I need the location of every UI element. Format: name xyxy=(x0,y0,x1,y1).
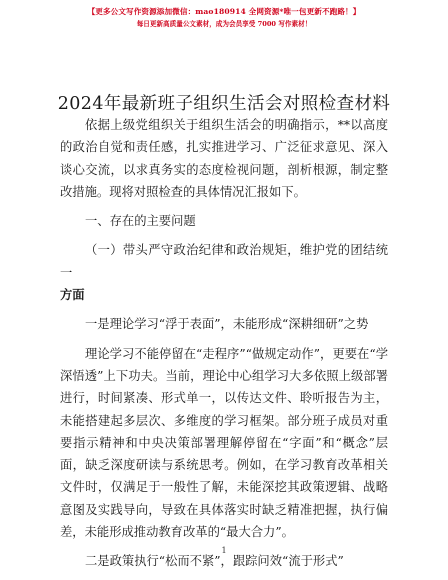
banner-line-1: 【更多公文写作资源添加微信：mao180914 全网资源*唯一包更新不跑路！】 xyxy=(87,7,361,16)
document-body xyxy=(60,114,388,580)
intro-paragraph: 依据上级党组织关于组织生活会的明确指示，**以高度的政治自觉和责任感，扎实推进学习、广泛征求意见、深入谈心交流，以求真务实的态度检视问题，剖析根源，制定整改措施。现将对照检查的具体情况汇报如下。 xyxy=(60,118,388,199)
banner-line-2: 每日更新高质量公文素材，成为会员享受 7000 写作素材！ xyxy=(136,20,312,28)
section-heading: 一、存在的主要问题 xyxy=(85,214,196,229)
promo-banner xyxy=(0,6,448,30)
document-title: 2024年最新班子组织生活会对照检查材料 xyxy=(57,94,391,114)
point1-title: 一是理论学习“浮于表面”，未能形成“深耕细研”之势 xyxy=(85,317,369,332)
subheading xyxy=(60,239,388,284)
page-number: 1 xyxy=(221,546,227,555)
subheading-main: （一）带头严守政治纪律和政治规矩，维护党的团结统一 xyxy=(60,243,388,280)
point1-body: 理论学习不能停留在“走程序”“做规定动作”，更要在“学深悟透”上下功夫。当前，理论中心组学习大多依照上级部署进行，时间紧凑、形式单一，以传达文件、聆听报告为主，未能搭建起多层次、多维度的学习框架。部分班子成员对重要指示精神和中央决策部署理解停留在“字面”和“概念”层面，缺乏深度研读与系统思考。例如，在学习教育改革相关文件时，仅满足于一般性了解，未能深挖其政策逻辑、战略意图及实践导向，导致在具体落实时缺乏精准把握，执行偏差，未能形成推动教育改革的“最大合力”。 xyxy=(60,346,388,540)
subheading-tail: 方面 xyxy=(60,287,85,303)
point2-title: 二是政策执行“松而不紧”，跟踪问效“流于形式” xyxy=(85,554,344,569)
